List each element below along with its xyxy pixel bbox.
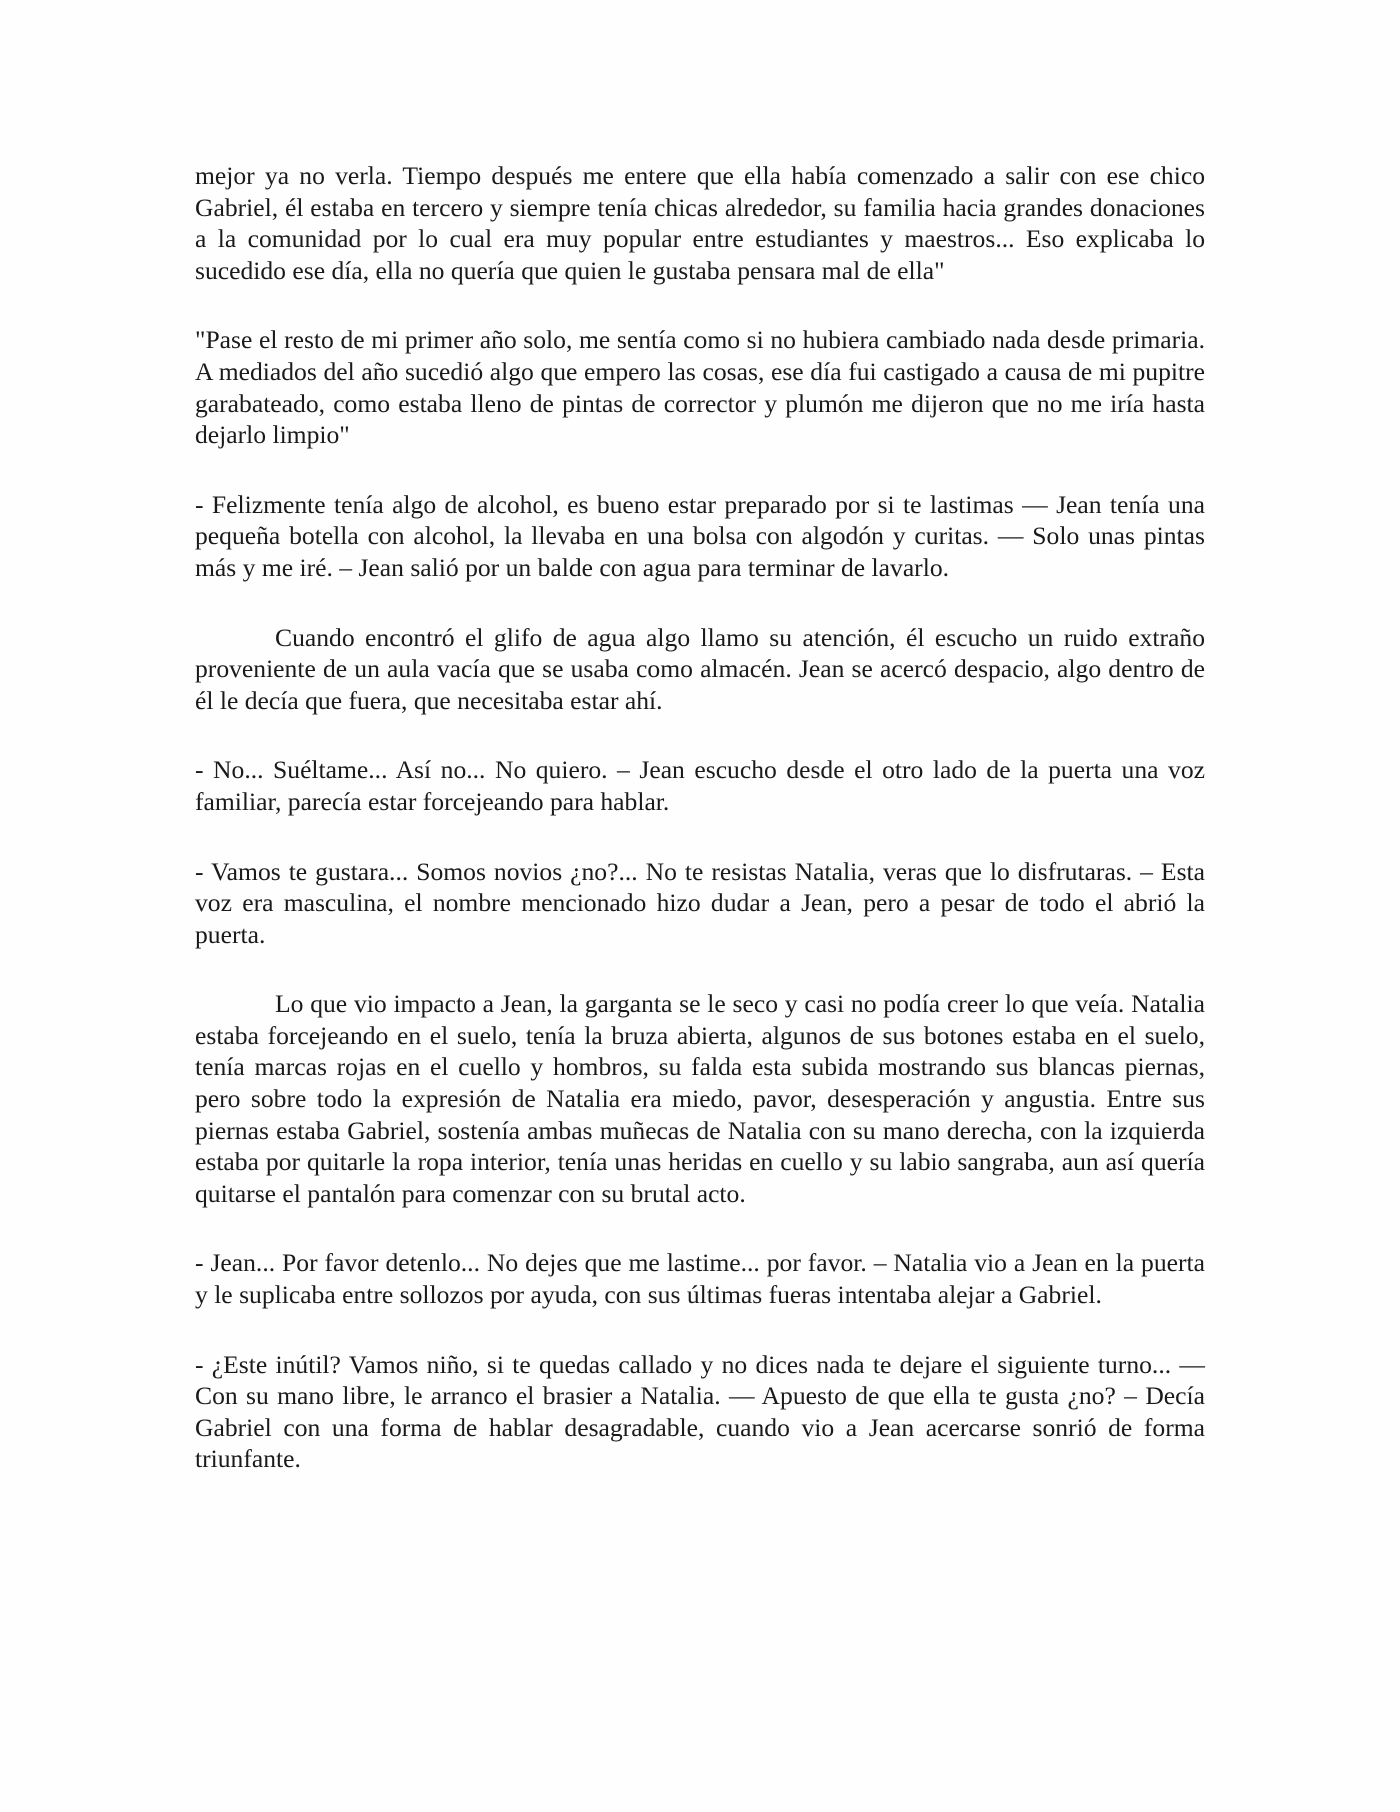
- paragraph-9: - ¿Este inútil? Vamos niño, si te quedas callado y no dices nada te dejare el siguiente turno... — Con su mano libre, le arranco el brasier a Natalia. — Apuesto de que ella te gusta ¿no? – Decía Gabriel con una forma de hablar desagradable, cuando vio a Jean acercarse sonrió de forma triunfante.: [195, 1349, 1205, 1474]
- document-body: [195, 160, 1205, 1513]
- paragraph-4: Cuando encontró el glifo de agua algo llamo su atención, él escucho un ruido extraño proveniente de un aula vacía que se usaba como almacén. Jean se acercó despacio, algo dentro de él le decía que fuera, que necesitaba estar ahí.: [195, 622, 1205, 715]
- paragraph-3: - Felizmente tenía algo de alcohol, es bueno estar preparado por si te lastimas — Jean tenía una pequeña botella con alcohol, la llevaba en una bolsa con algodón y curitas. — Solo unas pintas más y me iré. – Jean salió por un balde con agua para terminar de lavarlo.: [195, 489, 1205, 582]
- paragraph-5: - No... Suéltame... Así no... No quiero. – Jean escucho desde el otro lado de la puerta una voz familiar, parecía estar forcejeando para hablar.: [195, 755, 1205, 816]
- paragraph-6: - Vamos te gustara... Somos novios ¿no?... No te resistas Natalia, veras que lo disfrutaras. – Esta voz era masculina, el nombre mencionado hizo dudar a Jean, pero a pesar de todo el abrió la puerta.: [195, 856, 1205, 949]
- paragraph-8: - Jean... Por favor detenlo... No dejes que me lastime... por favor. – Natalia vio a Jean en la puerta y le suplicaba entre sollozos por ayuda, con sus últimas fueras intentaba alejar a Gabriel.: [195, 1248, 1205, 1310]
- paragraph-1: mejor ya no verla. Tiempo después me entere que ella había comenzado a salir con ese chico Gabriel, él estaba en tercero y siempre tenía chicas alrededor, su familia hacia grandes donaciones a la comunidad por lo cual era muy popular entre estudiantes y maestros... Eso explicaba lo sucedido ese día, ella no quería que quien le gustaba pensara mal de ella": [195, 161, 1205, 285]
- paragraph-2: "Pase el resto de mi primer año solo, me sentía como si no hubiera cambiado nada desde primaria. A mediados del año sucedió algo que empero las cosas, ese día fui castigado a causa de mi pupitre garabateado, como estaba lleno de pintas de corrector y plumón me dijeron que no me iría hasta dejarlo limpio": [195, 325, 1205, 450]
- paragraph-7: Lo que vio impacto a Jean, la garganta se le seco y casi no podía creer lo que veía. Natalia estaba forcejeando en el suelo, tenía la bruza abierta, algunos de sus botones estaba en el suelo, tenía marcas rojas en el cuello y hombros, su falda esta subida mostrando sus blancas piernas, pero sobre todo la expresión de Natalia era miedo, pavor, desesperación y angustia. Entre sus piernas estaba Gabriel, sostenía ambas muñecas de Natalia con su mano derecha, con la izquierda estaba por quitarle la ropa interior, tenía unas heridas en cuello y su labio sangraba, aun así quería quitarse el pantalón para comenzar con su brutal acto.: [195, 989, 1205, 1208]
